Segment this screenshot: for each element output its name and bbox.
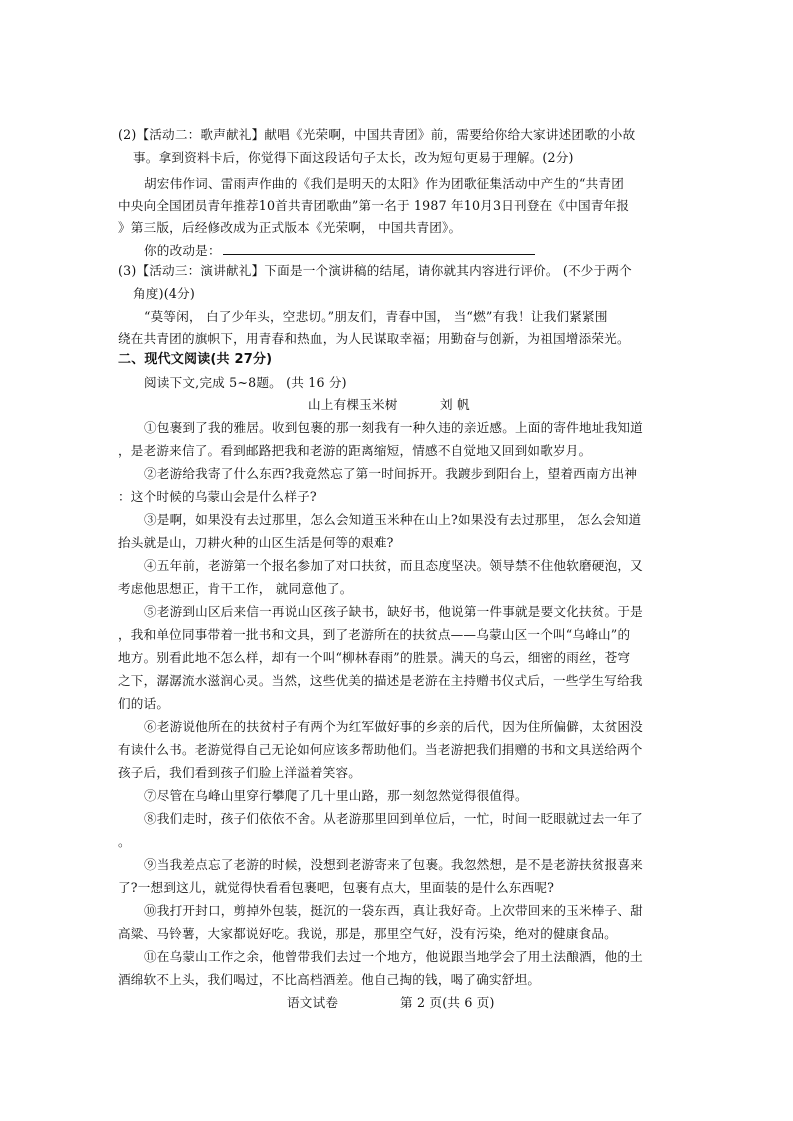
article-line: 孩子后，我们看到孩子们脸上洋溢着笑容。 — [118, 765, 362, 780]
article-line: ⑦尽管在乌峰山里穿行攀爬了几十里山路，那一刻忽然觉得很值得。 — [144, 788, 528, 803]
article-line: ⑨当我差点忘了老游的时候，没想到老游寄来了包裹。我忽然想，是不是老游扶贫报喜来 — [144, 857, 643, 872]
article-line: ⑤老游到山区后来信一再说山区孩子缺书，缺好书，他说第一件事就是要文化扶贫。于是 — [144, 604, 643, 619]
footer-subject: 语文试卷 — [287, 995, 339, 1010]
q3-passage-line-1: “莫等闲， 白了少年头，空悲切。”朋友们，青春中国， 当“燃”有我！让我们紧紧围 — [144, 309, 608, 324]
article-line: 酒绵软不上头，我们喝过，不比高档酒差。他自己掏的钱，喝了确实舒坦。 — [118, 972, 541, 987]
article-title: 山上有棵玉米树 — [308, 397, 398, 412]
q3-prompt-line-1: (3)【活动三：演讲献礼】下面是一个演讲稿的结尾，请你就其内容进行评价。 (不少于两个 — [118, 263, 632, 278]
q2-passage-line-2: 中央向全国团员青年推荐10首共青团歌曲”第一名于 1987 年10月3日刊登在《中国青年报 — [118, 198, 630, 213]
article-line: 考虑他思想正，肯干工作， 就同意他了。 — [118, 581, 353, 596]
article-line: 抬头就是山，刀耕火种的山区生活是何等的艰难? — [118, 535, 394, 550]
article-line: ①包裹到了我的雅居。收到包裹的那一刻我有一种久违的亲近感。上面的寄件地址我知道 — [144, 420, 643, 435]
q2-prompt-line-1: (2)【活动二：歌声献礼】献唱《光荣啊，中国共青团》前，需要给你给大家讲述团歌的小故 — [118, 127, 636, 142]
article-line: 。 — [118, 834, 131, 849]
article-line: ④五年前，老游第一个报名参加了对口扶贫，而且态度坚决。领导禁不住他软磨硬泡，又 — [144, 558, 643, 573]
q2-prompt-line-2: 事。拿到资料卡后，你觉得下面这段话句子太长，改为短句更易于理解。(2分) — [133, 150, 574, 165]
article-author: 刘 帆 — [440, 397, 470, 412]
article-line: ，我和单位同事带着一批书和文具，到了老游所在的扶贫点——乌蒙山区一个叫“乌峰山”的 — [118, 627, 631, 642]
q2-passage-line-1: 胡宏伟作词、雷雨声作曲的《我们是明天的太阳》作为团歌征集活动中产生的“共青团 — [144, 176, 625, 191]
q2-answer-blank[interactable] — [223, 242, 535, 255]
article-line: 们的话。 — [118, 696, 170, 711]
q3-prompt-line-2: 角度)(4分) — [133, 286, 195, 301]
article-line: ：这个时候的乌蒙山会是什么样子? — [118, 489, 317, 504]
q2-answer-line — [144, 242, 535, 259]
article-line: 之下，潺潺流水滋润心灵。当然，这些优美的描述是老游在主持赠书仪式后，一些学生写给我 — [118, 673, 643, 688]
q3-passage-line-2: 绕在共青团的旗帜下，用青春和热血，为人民谋取幸福；用勤奋与创新，为祖国增添荣光。 — [118, 331, 630, 346]
article-line: ，是老游来信了。看到邮路把我和老游的距离缩短，情感不自觉地又回到如歌岁月。 — [118, 443, 592, 458]
article-line: ③是啊，如果没有去过那里，怎么会知道玉米种在山上?如果没有去过那里， 怎么会知道 — [144, 512, 642, 527]
article-line: ⑥老游说他所在的扶贫村子有两个为红军做好事的乡亲的后代，因为住所偏僻，太贫困没 — [144, 719, 643, 734]
article-line: 地方。别看此地不怎么样，却有一个叫“柳林春雨”的胜景。满天的乌云，细密的雨丝，苍穹 — [118, 650, 631, 665]
article-line: ②老游给我寄了什么东西?我竟然忘了第一时间拆开。我踱步到阳台上，望着西南方出神 — [144, 466, 638, 481]
article-line: 高粱、马铃薯，大家都说好吃。我说，那是，那里空气好，没有污染，绝对的健康食品。 — [118, 926, 617, 941]
article-line: 有读什么书。老游觉得自己无论如何应该多帮助他们。当老游把我们捐赠的书和文具送给两个 — [118, 742, 643, 757]
article-line: ⑩我打开封口，剪掉外包装，挺沉的一袋东西，真让我好奇。上次带回来的玉米棒子、甜 — [144, 903, 643, 918]
q2-passage-line-3: 》第三版，后经修改成为正式版本《光荣啊， 中国共青团》。 — [118, 220, 462, 235]
article-line: ⑧我们走时，孩子们依依不舍。从老游那里回到单位后，一忙，时间一眨眼就过去一年了 — [144, 811, 643, 826]
q2-answer-label: 你的改动是： — [144, 243, 221, 258]
section-heading: 二、现代文阅读(共 27分) — [118, 352, 273, 367]
article-line: 了?一想到这儿，就觉得快看看包裹吧，包裹有点大，里面装的是什么东西呢? — [118, 880, 555, 895]
section-intro: 阅读下文,完成 5~8题。 (共 16 分) — [144, 375, 347, 390]
footer-page-number: 第 2 页(共 6 页) — [400, 995, 495, 1010]
article-line: ⑪在乌蒙山工作之余，他曾带我们去过一个地方，他说跟当地学会了用土法酿酒，他的土 — [144, 949, 643, 964]
